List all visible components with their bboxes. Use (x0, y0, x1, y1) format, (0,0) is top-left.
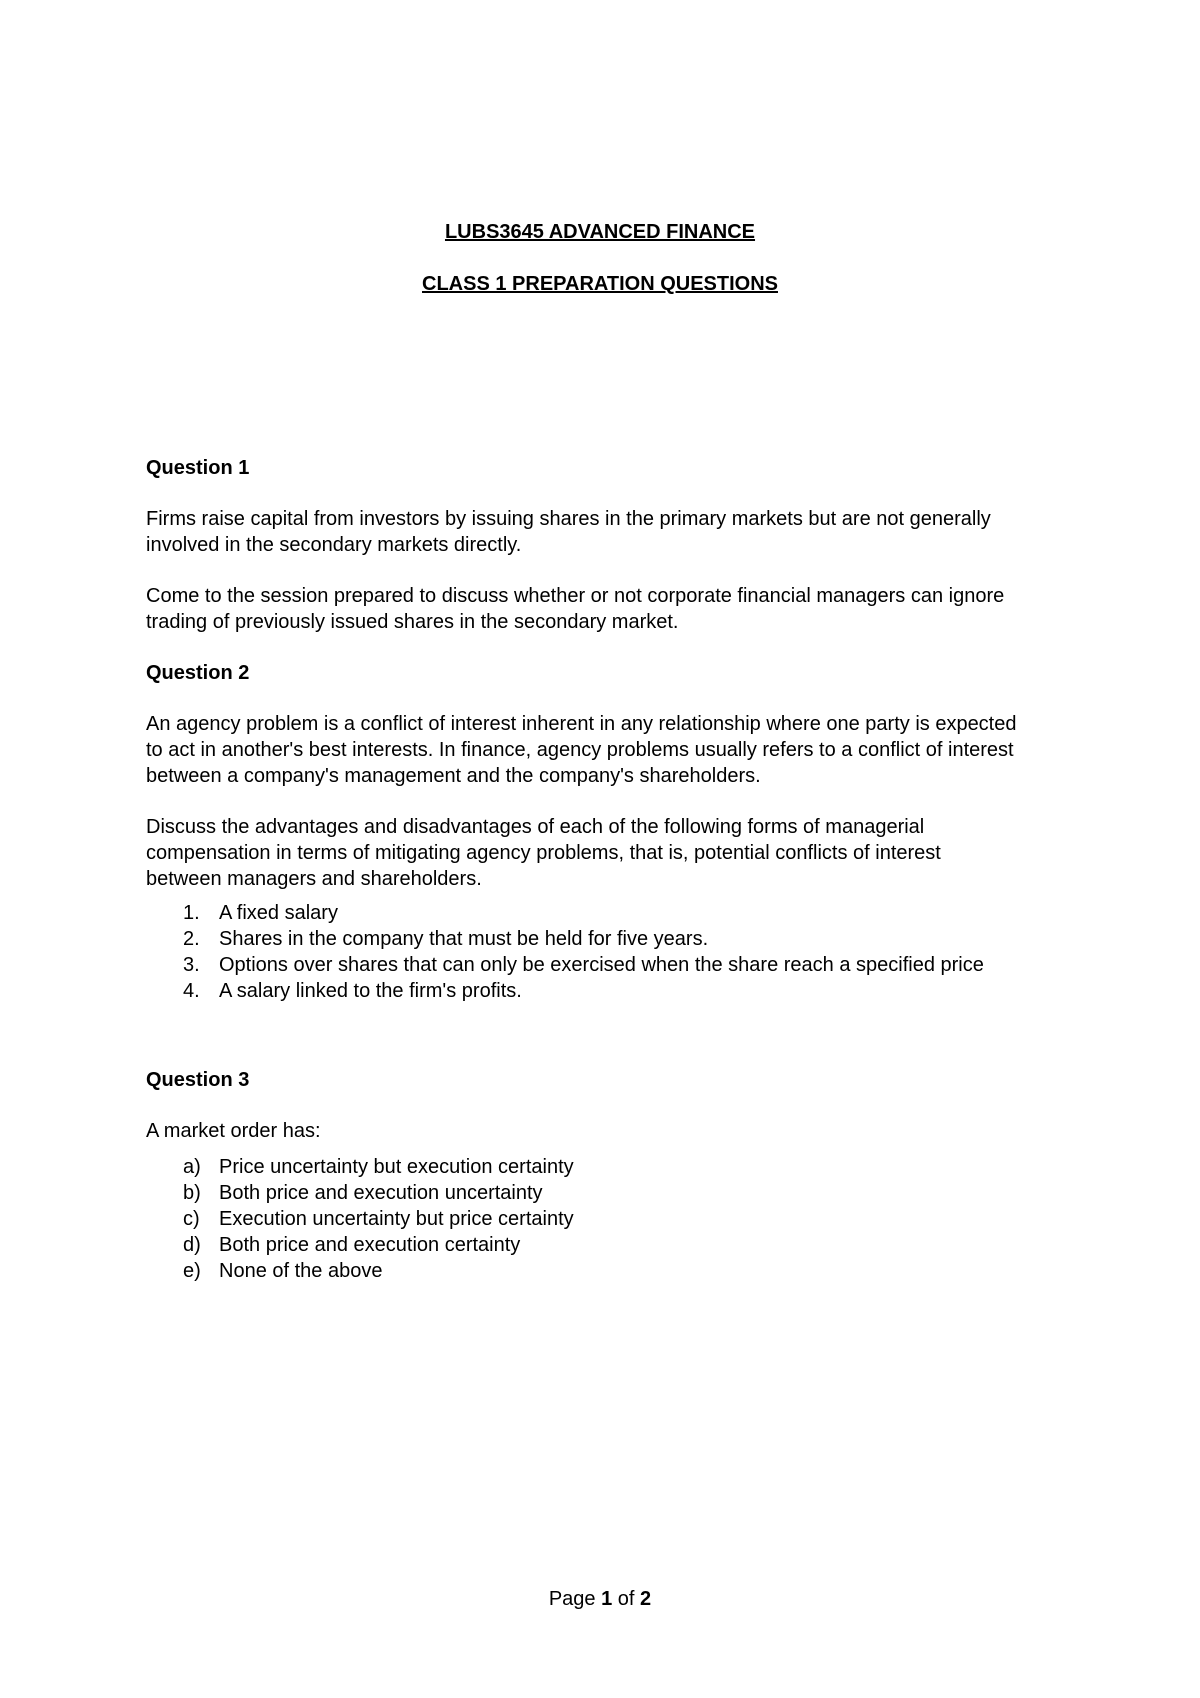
list-item (146, 1258, 1066, 1284)
question-2-heading: Question 2 (146, 662, 250, 684)
question-1-paragraph-2: Come to the session prepared to discuss whether or not corporate financial managers can ignore trading of previously issued shares in the secondary market. (146, 585, 1005, 633)
list-item-text: Options over shares that can only be exercised when the share reach a specified price (219, 954, 984, 976)
question-1-heading: Question 1 (146, 457, 250, 479)
list-item-text: Execution uncertainty but price certainty (219, 1208, 574, 1230)
list-marker: 3. (183, 954, 200, 976)
list-item-text: None of the above (219, 1260, 383, 1282)
course-title: LUBS3645 ADVANCED FINANCE (444, 221, 756, 243)
list-marker: 2. (183, 928, 200, 950)
document-subtitle: CLASS 1 PREPARATION QUESTIONS (422, 273, 778, 295)
total-pages-number: 2 (640, 1588, 652, 1610)
question-1-paragraph-1: Firms raise capital from investors by issuing shares in the primary markets but are not generally involved in the secondary markets directly. (146, 508, 991, 556)
list-item (146, 1206, 1066, 1232)
list-marker: 1. (183, 902, 200, 924)
list-item-text: A fixed salary (219, 902, 338, 924)
market-order-options-list (146, 1154, 1066, 1284)
list-item (146, 1232, 1066, 1258)
question-2-paragraph-2: Discuss the advantages and disadvantages of each of the following forms of managerial compensation in terms of mitigating agency problems, that is, potential conflicts of interest between managers and shareholders. (146, 816, 941, 890)
list-item (146, 1180, 1066, 1206)
question-3-prompt: A market order has: (146, 1120, 321, 1142)
page-footer (0, 1586, 1200, 1612)
list-item-text: Both price and execution uncertainty (219, 1182, 543, 1204)
list-item (146, 952, 1029, 978)
list-item-text: Shares in the company that must be held for five years. (219, 928, 709, 950)
list-item-text: Price uncertainty but execution certainty (219, 1156, 574, 1178)
question-3-section (146, 1067, 1066, 1284)
list-item (146, 926, 1066, 952)
list-item-text: A salary linked to the firm's profits. (219, 980, 522, 1002)
list-marker: e) (183, 1260, 201, 1282)
list-marker: d) (183, 1234, 201, 1256)
list-item (146, 1154, 1066, 1180)
question-2-section (146, 660, 1066, 1004)
list-marker: a) (183, 1156, 201, 1178)
question-1-section (146, 455, 1066, 635)
list-marker: 4. (183, 980, 200, 1002)
page-label: Page (548, 1588, 596, 1610)
question-2-paragraph-1: An agency problem is a conflict of interest inherent in any relationship where one party is expected to act in another's best interests. In finance, agency problems usually refers to a conflict of interest between a company's management and the company's shareholders. (146, 713, 1017, 787)
list-marker: c) (183, 1208, 200, 1230)
compensation-forms-list (146, 900, 1066, 1004)
list-marker: b) (183, 1182, 201, 1204)
list-item (146, 900, 1066, 926)
list-item-text: Both price and execution certainty (219, 1234, 521, 1256)
current-page-number: 1 (601, 1588, 613, 1610)
question-3-heading: Question 3 (146, 1069, 250, 1091)
of-label: of (617, 1588, 635, 1610)
document-body (146, 455, 1066, 1284)
list-item (146, 978, 1066, 1004)
